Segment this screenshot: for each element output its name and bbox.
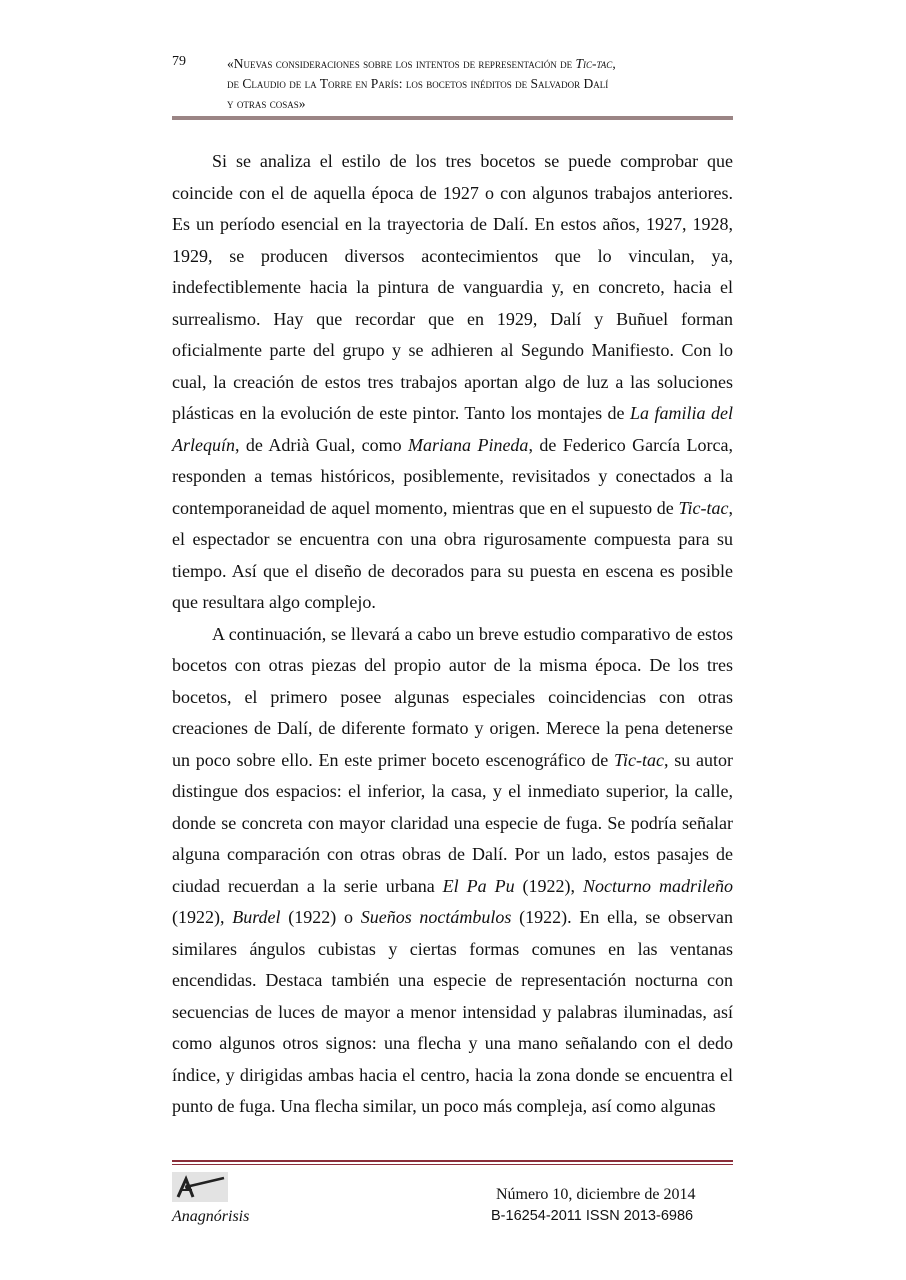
running-title-comma: , xyxy=(612,56,616,71)
running-title-line2: de Claudio de la Torre en París: los bocetos inéditos de Salvador Dalí xyxy=(227,76,609,91)
paragraph-2-text: (1922). En ella, se observan similares ángulos cubistas y ciertas formas comunes en las ventanas encendidas. Destaca también una especie de representación nocturna con secuencias de luces de mayor a menor intensidad y palabras iluminadas, así como algunos otros signos: una flecha y una mano señalando con el dedo índice, y dirigidas ambas hacia el centro, hacia la zona donde se encuentra el punto de fuga. Una flecha similar, un poco más compleja, así como algunas xyxy=(172,907,733,1116)
running-title-line1: «Nuevas consideraciones sobre los intentos de representación de xyxy=(227,56,576,71)
footer-rule-thin xyxy=(172,1164,733,1165)
paragraph-2-text: , su autor distingue dos espacios: el inferior, la casa, y el inmediato superior, la calle, donde se concreta con mayor claridad una especie de fuga. Se podría señalar alguna comparación con otras obras de Dalí. Por un lado, estos pasajes de ciudad recuerdan a la serie urbana xyxy=(172,749,733,896)
running-title-line3: y otras cosas» xyxy=(227,96,306,111)
issn-info: B-16254-2011 ISSN 2013-6986 xyxy=(491,1208,694,1224)
italic-title: Tic-tac xyxy=(613,749,664,770)
footer-rule xyxy=(172,1160,733,1162)
article-body xyxy=(172,146,733,1123)
journal-name: Anagnórisis xyxy=(172,1208,250,1225)
paragraph-1-text: Si se analiza el estilo de los tres bocetos se puede comprobar que coincide con el de aquella época de 1927 o con algunos trabajos anteriores. Es un período esencial en la trayectoria de Dalí. En estos años, 1927, 1928, 1929, se producen diversos acontecimientos que lo vinculan, ya, indefectiblemente hacia la pintura de vanguardia y, en concreto, hacia el surrealismo. Hay que recordar que en 1929, Dalí y Buñuel forman oficialmente parte del grupo y se adhieren al Segundo Manifiesto. Con lo cual, la creación de estos tres trabajos aportan algo de luz a las soluciones plásticas en la evolución de este pintor. Tanto los montajes de xyxy=(172,151,733,423)
italic-title: Nocturno madrileño xyxy=(583,875,733,896)
running-title-italic: Tic-tac xyxy=(575,56,613,71)
italic-title: Burdel xyxy=(232,907,281,927)
running-title xyxy=(227,54,732,114)
paragraph-1 xyxy=(172,146,733,619)
issue-info: Número 10, diciembre de 2014 xyxy=(496,1186,696,1203)
header-rule xyxy=(172,116,733,120)
italic-title: Sueños noctámbulos xyxy=(360,907,512,927)
italic-title: La familia del Arlequín xyxy=(172,403,733,455)
page-number: 79 xyxy=(172,54,186,69)
italic-title: Mariana Pineda xyxy=(408,434,529,455)
paragraph-2-text: (1922) o xyxy=(280,907,361,927)
paragraph-2-text: (1922), xyxy=(514,875,584,896)
paragraph-1-text: , de Adrià Gual, como xyxy=(235,434,409,455)
paragraph-2-text: (1922), xyxy=(172,907,233,927)
paragraph-2 xyxy=(172,619,733,1123)
paragraph-1-text: , el espectador se encuentra con una obra rigurosamente compuesta para su tiempo. Así que el diseño de decorados para su puesta en escena es posible que resultara algo complejo. xyxy=(172,497,733,612)
paragraph-1-text: , de Federico García Lorca, responden a temas históricos, posiblemente, revisitados y conectados a la contemporaneidad de aquel momento, mientras que en el supuesto de xyxy=(172,434,733,518)
journal-logo-icon xyxy=(172,1172,228,1202)
logo-graphic xyxy=(172,1172,228,1202)
paragraph-2-text: A continuación, se llevará a cabo un breve estudio comparativo de estos bocetos con otras piezas del propio autor de la misma época. De los tres bocetos, el primero posee algunas especiales coincidencias con otras creaciones de Dalí, de diferente formato y origen. Merece la pena detenerse un poco sobre ello. En este primer boceto escenográfico de xyxy=(172,623,733,770)
italic-title: El Pa Pu xyxy=(442,875,515,896)
italic-title: Tic-tac xyxy=(678,497,729,518)
